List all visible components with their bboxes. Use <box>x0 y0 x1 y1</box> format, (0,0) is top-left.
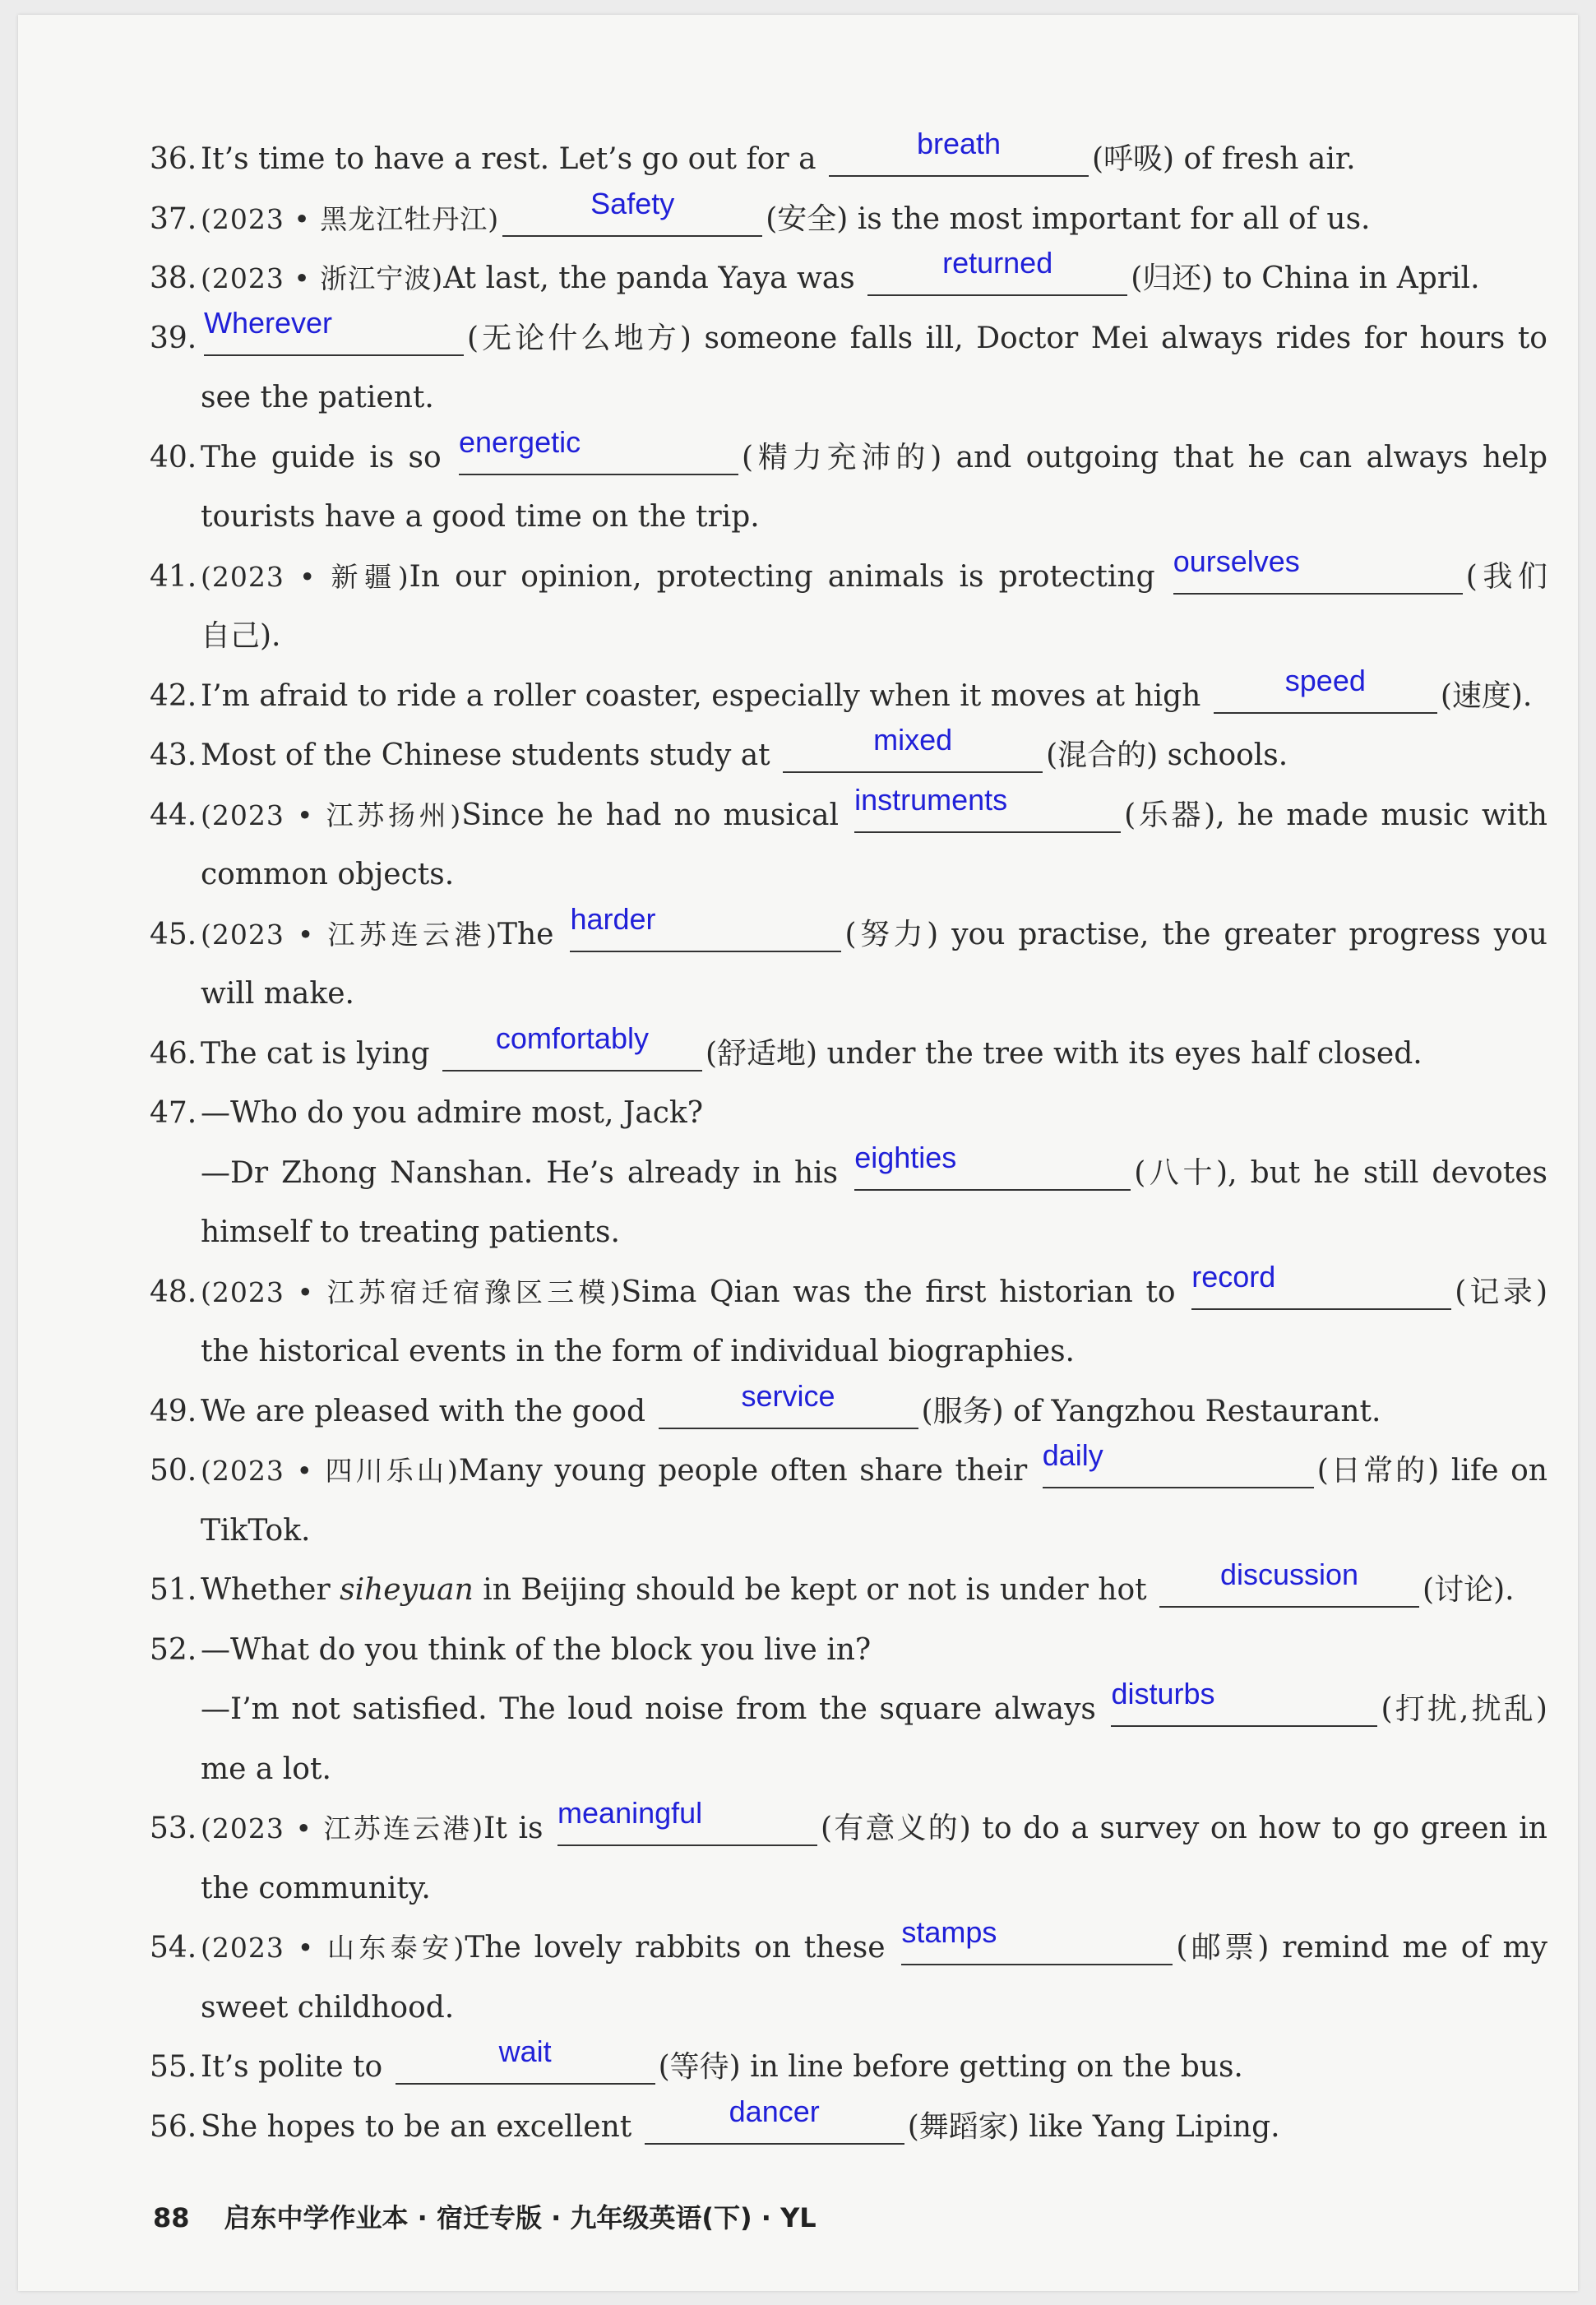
hint-text: (混合的) schools. <box>1046 738 1288 772</box>
sentence-line <box>201 1796 1547 1859</box>
hint-text: (归还) to China in April. <box>1131 262 1480 295</box>
question-number: 45. <box>150 917 197 951</box>
answer-blank[interactable] <box>854 782 1121 833</box>
answer-blank[interactable] <box>1173 544 1463 595</box>
answer-text: comfortably <box>495 1021 649 1055</box>
sentence-text: The guide is so <box>201 440 456 474</box>
continuation-line: 自己). <box>201 619 281 653</box>
question-51 <box>150 1557 1547 1621</box>
answer-text: Wherever <box>204 305 333 340</box>
question-number: 54. <box>150 1931 197 1965</box>
sentence-line <box>201 901 1547 965</box>
question-number: 55. <box>150 2050 197 2084</box>
answer-text: service <box>741 1378 835 1413</box>
answer-text: energetic <box>459 424 581 459</box>
hint-text: (努力) you practise, the greater progress you <box>844 917 1547 951</box>
answer-text: ourselves <box>1173 544 1300 578</box>
hint-text: (乐器), he made music with <box>1124 798 1547 832</box>
answer-blank[interactable] <box>570 901 841 952</box>
answer-text: harder <box>570 901 656 936</box>
answer-text: dancer <box>729 2094 820 2128</box>
answer-blank[interactable] <box>396 2034 655 2085</box>
hint-text: (八十), but he still devotes <box>1134 1155 1547 1190</box>
sentence-text: In our opinion, protecting animals is protecting <box>409 559 1170 594</box>
question-number: 36. <box>150 142 197 176</box>
dialogue-line: —What do you think of the block you live in? <box>201 1632 872 1667</box>
answer-text: wait <box>498 2034 552 2068</box>
answer-blank[interactable] <box>901 1915 1173 1965</box>
question-number: 56. <box>150 2109 197 2144</box>
sentence-text: It’s polite to <box>201 2050 392 2084</box>
answer-blank[interactable] <box>645 2094 904 2145</box>
question-54 <box>150 1915 1547 2038</box>
question-39 <box>150 305 1547 428</box>
sentence-text: The <box>497 917 567 951</box>
continuation-line: the historical events in the form of individual biographies. <box>201 1335 1075 1368</box>
answer-text: speed <box>1284 663 1366 697</box>
hint-text: (安全) is the most important for all of us. <box>766 201 1371 236</box>
hint-text: (精力充沛的) and outgoing that he can always help <box>742 440 1547 474</box>
sentence-line <box>201 1021 1547 1085</box>
answer-blank[interactable] <box>459 424 738 475</box>
sentence-line <box>201 1915 1547 1979</box>
answer-blank[interactable] <box>867 246 1127 296</box>
question-number: 50. <box>150 1454 197 1488</box>
question-number: 53. <box>150 1812 197 1845</box>
book-title: 启东中学作业本 · 宿迁专版 · 九年级英语(下) · YL <box>224 2202 817 2233</box>
continuation-line: will make. <box>201 977 354 1011</box>
answer-blank[interactable] <box>442 1021 702 1072</box>
source-tag: (2023 • 山东泰安) <box>201 1932 465 1964</box>
page-footer <box>153 2197 817 2235</box>
hint-text: (我们 <box>1465 559 1548 594</box>
question-46 <box>150 1021 1547 1085</box>
question-number: 39. <box>150 321 197 355</box>
sentence-text: Many young people often share their <box>458 1454 1039 1488</box>
question-52 <box>150 1621 1547 1800</box>
source-tag: (2023 • 四川乐山) <box>201 1455 459 1487</box>
answer-blank[interactable] <box>1214 663 1437 714</box>
worksheet-page <box>18 15 1578 2291</box>
sentence-text: At last, the panda Yaya was <box>443 262 865 295</box>
question-number: 51. <box>150 1573 197 1607</box>
sentence-text: Sima Qian was the first historian to <box>621 1275 1189 1309</box>
hint-text: (服务) of Yangzhou Restaurant. <box>921 1394 1381 1428</box>
sentence-line <box>201 1677 1547 1740</box>
question-44 <box>150 782 1547 905</box>
question-50 <box>150 1438 1547 1561</box>
answer-blank[interactable] <box>1111 1677 1377 1727</box>
sentence-line <box>201 1259 1547 1323</box>
sentence-text: Most of the Chinese students study at <box>201 738 780 772</box>
sentence-text: The lovely rabbits on these <box>465 1931 899 1965</box>
answer-text: returned <box>942 246 1053 280</box>
answer-text: Safety <box>590 186 675 220</box>
page-number: 88 <box>153 2202 190 2233</box>
question-number: 38. <box>150 262 197 295</box>
answer-blank[interactable] <box>1042 1438 1314 1488</box>
sentence-text: Whether <box>201 1573 340 1607</box>
answer-blank[interactable] <box>1191 1259 1451 1310</box>
sentence-text: —Dr Zhong Nanshan. He’s already in his <box>201 1155 852 1190</box>
sentence-line <box>201 1557 1547 1621</box>
question-number: 52. <box>150 1632 197 1667</box>
question-43 <box>150 723 1547 786</box>
question-45 <box>150 901 1547 1025</box>
answer-blank[interactable] <box>204 305 464 356</box>
source-tag: (2023 • 新疆) <box>201 560 409 593</box>
answer-blank[interactable] <box>557 1796 817 1846</box>
hint-text: (速度). <box>1440 678 1533 713</box>
dialogue-line: —Who do you admire most, Jack? <box>201 1096 704 1130</box>
question-number: 46. <box>150 1036 197 1071</box>
answer-blank[interactable] <box>783 723 1043 773</box>
answer-text: meaningful <box>557 1796 703 1830</box>
question-40 <box>150 424 1547 548</box>
continuation-line: me a lot. <box>201 1752 331 1786</box>
source-tag: (2023 • 浙江宁波) <box>201 262 444 294</box>
continuation-line: see the patient. <box>201 381 434 414</box>
answer-blank[interactable] <box>854 1140 1131 1191</box>
hint-text: (无论什么地方) someone falls ill, Doctor Mei always rides for hours to <box>467 321 1547 355</box>
question-56 <box>150 2094 1547 2158</box>
question-number: 43. <box>150 738 197 772</box>
answer-text: eighties <box>854 1140 957 1174</box>
continuation-line: tourists have a good time on the trip. <box>201 500 760 534</box>
hint-text: (记录) <box>1455 1275 1547 1309</box>
question-number: 44. <box>150 798 197 832</box>
source-tag: (2023 • 江苏连云港) <box>201 918 497 951</box>
hint-text: (日常的) life on <box>1316 1454 1547 1488</box>
sentence-line <box>201 1438 1547 1502</box>
question-list <box>150 127 1548 2157</box>
question-37 <box>150 186 1547 250</box>
answer-text: mixed <box>873 723 953 757</box>
sentence-text: The cat is lying <box>201 1036 439 1071</box>
continuation-line: sweet childhood. <box>201 1990 455 2025</box>
question-41 <box>150 544 1548 667</box>
continuation-line: common objects. <box>201 858 455 891</box>
question-number: 47. <box>150 1096 197 1130</box>
hint-text: (打扰,扰乱) <box>1381 1692 1547 1726</box>
continuation-line: himself to treating patients. <box>201 1215 620 1249</box>
hint-text: (呼吸) of fresh air. <box>1092 142 1356 176</box>
answer-text: disturbs <box>1111 1677 1215 1710</box>
question-number: 42. <box>150 678 197 713</box>
hint-text: (邮票) remind me of my <box>1176 1931 1547 1965</box>
sentence-line <box>201 1140 1547 1204</box>
hint-text: (舒适地) under the tree with its eyes half closed. <box>705 1036 1423 1071</box>
answer-blank[interactable] <box>659 1378 918 1429</box>
question-number: 49. <box>150 1394 197 1428</box>
answer-blank[interactable] <box>1159 1557 1419 1608</box>
question-number: 40. <box>150 440 197 474</box>
sentence-line <box>201 2094 1547 2158</box>
source-tag: (2023 • 黑龙江牡丹江) <box>201 202 500 235</box>
answer-text: discussion <box>1220 1557 1359 1591</box>
sentence-text: —I’m not satisfied. The loud noise from the square always <box>201 1692 1108 1726</box>
answer-text: breath <box>916 127 1002 160</box>
continuation-line: TikTok. <box>201 1513 311 1548</box>
answer-blank[interactable] <box>829 127 1089 177</box>
question-49 <box>150 1378 1547 1442</box>
sentence-text: I’m afraid to ride a roller coaster, especially when it moves at high <box>201 678 1210 713</box>
sentence-line <box>201 1378 1547 1442</box>
question-36 <box>150 127 1547 190</box>
sentence-line <box>201 127 1547 190</box>
question-53 <box>150 1796 1547 1919</box>
sentence-text: It’s time to have a rest. Let’s go out for a <box>201 142 826 176</box>
sentence-text: It is <box>483 1812 555 1845</box>
italic-term: siheyuan <box>340 1573 474 1607</box>
sentence-text: She hopes to be an excellent <box>201 2109 641 2144</box>
sentence-text: Since he had no musical <box>461 798 852 832</box>
hint-text: (舞蹈家) like Yang Liping. <box>907 2109 1280 2144</box>
answer-text: stamps <box>901 1915 997 1949</box>
question-number: 37. <box>150 201 197 236</box>
source-tag: (2023 • 江苏宿迁宿豫区三模) <box>201 1275 622 1308</box>
source-tag: (2023 • 江苏扬州) <box>201 798 462 831</box>
question-number: 48. <box>150 1275 197 1309</box>
source-tag: (2023 • 江苏连云港) <box>201 1812 484 1844</box>
question-number: 41. <box>150 559 197 594</box>
sentence-text: in Beijing should be kept or not is under hot <box>473 1573 1157 1607</box>
answer-text: record <box>1191 1259 1276 1294</box>
sentence-line <box>201 544 1548 608</box>
answer-text: instruments <box>854 782 1008 817</box>
answer-text: daily <box>1042 1438 1103 1472</box>
sentence-line <box>201 782 1547 846</box>
continuation-line: the community. <box>201 1871 431 1905</box>
sentence-text: We are pleased with the good <box>201 1394 655 1428</box>
hint-text: (讨论). <box>1423 1573 1515 1607</box>
hint-text: (有意义的) to do a survey on how to go green in <box>821 1812 1547 1845</box>
sentence-line <box>201 424 1547 488</box>
question-48 <box>150 1259 1547 1382</box>
sentence-line <box>201 305 1547 369</box>
question-47 <box>150 1084 1547 1263</box>
answer-blank[interactable] <box>502 186 762 237</box>
hint-text: (等待) in line before getting on the bus. <box>658 2050 1243 2084</box>
